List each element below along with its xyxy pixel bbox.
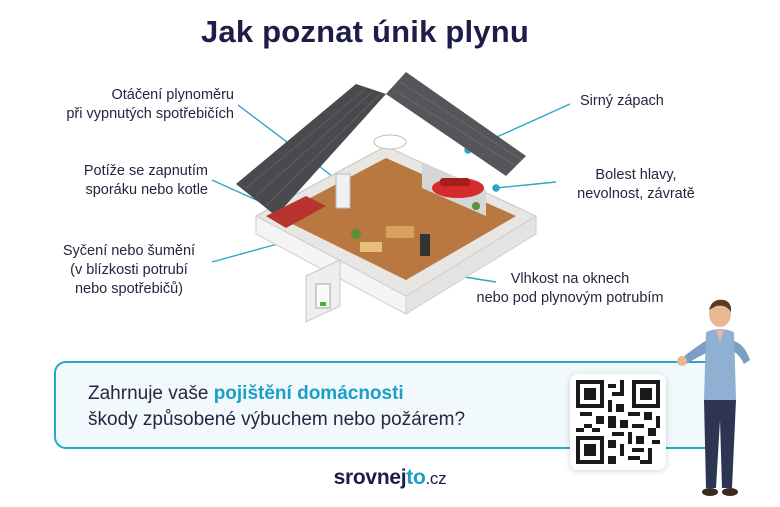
banner-accent-text[interactable]: pojištění domácnosti xyxy=(213,383,404,404)
label-humidity-line1: Vlhkost na oknech xyxy=(510,271,630,287)
label-meter xyxy=(36,86,234,124)
label-headache xyxy=(556,166,716,204)
house-illustration xyxy=(236,66,546,336)
banner-line2: škody způsobené výbuchem nebo požárem? xyxy=(88,409,466,430)
label-humidity-line2: nebo pod plynovým potrubím xyxy=(476,290,664,306)
banner-text xyxy=(88,381,465,433)
label-headache-line1: Bolest hlavy, xyxy=(595,167,677,183)
label-hiss xyxy=(46,242,212,299)
logo-part3: .cz xyxy=(425,469,447,488)
label-hiss-line3: nebo spotřebičů) xyxy=(74,281,183,297)
page-title: Jak poznat únik plynu xyxy=(200,14,530,49)
logo-part1: srovnej xyxy=(333,466,407,489)
label-smell: Sirný zápach xyxy=(580,93,664,109)
banner-text-before: Zahrnuje vaše xyxy=(88,383,214,404)
label-hiss-line2: (v blízkosti potrubí xyxy=(70,262,188,278)
person-illustration xyxy=(672,296,762,501)
label-stove-line2: sporáku nebo kotle xyxy=(85,182,208,198)
banner-line1 xyxy=(88,381,465,407)
label-headache-line2: nevolnost, závratě xyxy=(577,186,695,202)
label-meter-line1: Otáčení plynoměru xyxy=(111,87,234,103)
label-stove-line1: Potíže se zapnutím xyxy=(83,163,208,179)
qr-code-icon xyxy=(576,380,660,464)
label-meter-line2: při vypnutých spotřebičích xyxy=(66,106,234,122)
label-stove xyxy=(40,162,208,200)
logo-part2: to xyxy=(406,466,426,489)
srovnejto-logo[interactable] xyxy=(0,466,780,490)
qr-code[interactable] xyxy=(570,374,666,470)
label-hiss-line1: Syčení nebo šumění xyxy=(62,243,196,259)
